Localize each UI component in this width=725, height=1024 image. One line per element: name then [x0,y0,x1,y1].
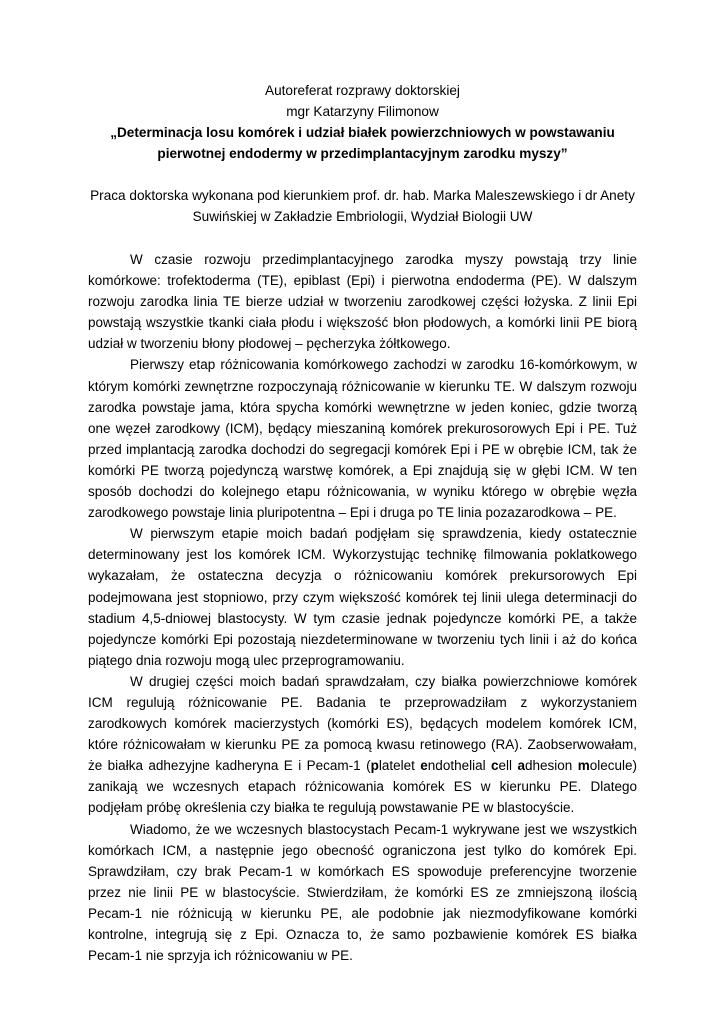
paragraph-4-before: W drugiej części moich badań sprawdzałam, czy białka powierzchniowe komórek ICM regulują różnicowanie PE. Badania te przeprowadziłam z wykorzystaniem zarodkowych komórek macierzystych (komórki ES), będących modelem komórek ICM, które różnicowałam w kierunku PE za pomocą kwasu retinowego (RA). Zaobserwowałam, że białka adhezyjne kadheryna E i Pecam-1 ( [88,673,637,774]
acronym-letter-c: c [491,758,499,774]
header-line-1: Autoreferat rozprawy doktorskiej [265,83,460,98]
paragraph-4-after: ) zanikają we wczesnych etapach różnicowania komórek ES w kierunku PE. Dlatego podjęłam próbę określenia czy białka te regulują powstawanie PE w blastocyście. [88,758,637,816]
header-line-2: mgr Katarzyny Filimonow [286,104,439,119]
acronym-rest-endothelial: ndothelial [427,758,492,774]
acronym-rest-adhesion: dhesion [524,758,578,774]
paragraph-3: W pierwszym etapie moich badań podjęłam się sprawdzenia, kiedy ostatecznie determinowany jest los komórek ICM. Wykorzystując technikę filmowania poklatkowego wykazałam, że ostateczna decyzja o różnicowaniu komórek prekursorowych Epi podejmowana jest stopniowo, przy czym większość komórek tej linii ulega determinacji do stadium 4,5-dniowej blastocysty. W tym czasie jednak pojedyncze komórki PE, a także pojedyncze komórki Epi pozostają niezdeterminowane w tworzeniu tych linii i aż do końca piątego dnia rozwoju mogą ulec przeprogramowaniu. [88,526,637,668]
paragraph-2: Pierwszy etap różnicowania komórkowego zachodzi w zarodku 16-komórkowym, w którym komórki zewnętrzne rozpoczynają różnicowanie w kierunku TE. W dalszym rozwoju zarodka powstaje jama, która spycha komórki wewnętrzne w jeden koniec, gdzie tworzą one węzeł zarodkowy (ICM), będący mieszaniną komórek prekurosorowych Epi i PE. Tuż przed implantacją zarodka dochodzi do segregacji komórek Epi i PE w obrębie ICM, tak że komórki PE tworzą pojedynczą warstwę komórek, a Epi znajdują się w głębi ICM. W ten sposób dochodzi do kolejnego etapu różnicowania, w wyniku którego w obrębie węzła zarodkowego powstaje linia pluripotentna – Epi i druga po TE linia pozazarodkowa – PE. [88,357,637,521]
acronym-rest-molecule: olecule [589,758,633,774]
acronym-letter-a: a [517,758,525,774]
paragraph-1: W czasie rozwoju przedimplantacyjnego zarodka myszy powstają trzy linie komórkowe: trofektoderma (TE), epiblast (Epi) i pierwotna endoderma (PE). W dalszym rozwoju zarodka linia TE bierze udział w tworzeniu zarodkowej części łożyska. Z linii Epi powstają wszystkie tkanki ciała płodu i większość błon płodowych, a komórki linii PE biorą udział w tworzeniu błony płodowej – pęcherzyka żółtkowego. [88,252,637,352]
thesis-title: „Determinacja losu komórek i udział białek powierzchniowych w powstawaniu pierwotnej endodermy w przedimplantacyjnym zarodku myszy” [110,125,615,161]
acronym-letter-m: m [577,758,590,774]
document-body [88,249,637,966]
document-header [88,80,637,164]
acronym-letter-e: e [420,758,428,774]
acronym-letter-p: p [370,758,379,774]
supervision-note: Praca doktorska wykonana pod kierunkiem prof. dr. hab. Marka Maleszewskiego i dr Anety Suwińskiej w Zakładzie Embriologii, Wydział Biologii UW [90,188,635,224]
acronym-rest-platelet: latelet [378,758,421,774]
acronym-rest-cell: ell [498,758,518,774]
paragraph-4 [88,671,637,819]
paragraph-5: Wiadomo, że we wczesnych blastocystach Pecam-1 wykrywane jest we wszystkich komórkach ICM, a następnie jego obecność ograniczona jest tylko do komórek Epi. Sprawdziłam, czy brak Pecam-1 w komórkach ES spowoduje preferencyjne tworzenie przez nie linii PE w blastocyście. Stwierdziłam, że komórki ES ze zmniejszoną ilością Pecam-1 nie różnicują w kierunku PE, ale podobnie jak niezmodyfikowane komórki kontrolne, integrują się z Epi. Oznacza to, że samo pozbawienie komórek ES białka Pecam-1 nie sprzyja ich różnicowaniu w PE. [88,821,637,964]
